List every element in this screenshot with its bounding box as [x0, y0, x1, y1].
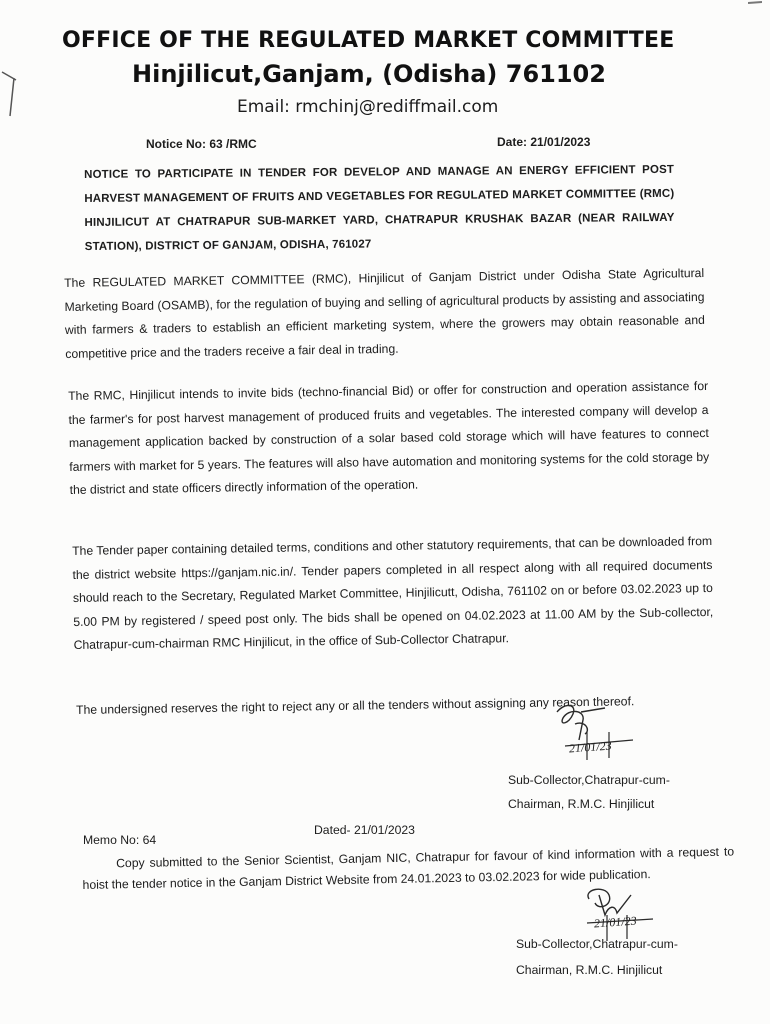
- signature-1-date: 21/01/23: [568, 738, 613, 756]
- office-title: OFFICE OF THE REGULATED MARKET COMMITTEE: [62, 28, 675, 53]
- body-paragraph-3: The Tender paper containing detailed terms, conditions and other statutory requirements, that can be downloaded from the district website https://ganjam.nic.in/. Tender papers completed in all respect along with all required documents should reach to the Secretary, Regulated Market Committee, Hinjilicutt, Odisha, 761102 on or before 03.02.2023 up to 5.00 PM by registered / speed post only. The bids shall be opened on 04.02.2023 at 11.00 AM by the Sub-collector, Chatrapur-cum-chairman RMC Hinjilicut, in the office of Sub-Collector Chatrapur.: [72, 533, 714, 652]
- signer-2-block: [516, 931, 678, 983]
- body-paragraph-2: The RMC, Hinjilicut intends to invite bids (techno-financial Bid) or offer for construction and operation assistance for the farmer's for post harvest management of produced fruits and vegetables. The interested company will develop a management application backed by construction of a solar based cold storage which will have features to connect farmers with market for 5 years. The features will also have automation and monitoring systems for the cold storage by the district and state officers directly information of the operation.: [68, 378, 710, 497]
- notice-subject: NOTICE TO PARTICIPATE IN TENDER FOR DEVELOP AND MANAGE AN ENERGY EFFICIENT POST HARVEST MANAGEMENT OF FRUITS AND VEGETABLES FOR REGULATED MARKET COMMITTEE (RMC) HINJILICUT AT CHATRAPUR SUB-MARKET YARD, CHATRAPUR KRUSHAK BAZAR (NEAR RAILWAY STATION), DISTRICT OF GANJAM, ODISHA, 761027: [84, 163, 675, 253]
- scan-corner-mark: [748, 0, 762, 6]
- closing-statement: The undersigned reserves the right to reject any or all the tenders without assigning any reason thereof.: [76, 694, 635, 717]
- signer-2-line-1: Sub-Collector,Chatrapur-cum-: [516, 937, 678, 951]
- signer-1-line-2: Chairman, R.M.C. Hinjilicut: [508, 797, 655, 811]
- notice-date: Date: 21/01/2023: [497, 135, 591, 149]
- signer-1-line-1: Sub-Collector,Chatrapur-cum-: [508, 773, 670, 787]
- memo-number: Memo No: 64: [83, 833, 157, 847]
- signature-1-mark: [545, 700, 655, 770]
- notice-number: Notice No: 63 /RMC: [146, 137, 257, 151]
- memo-copy-text: Copy submitted to the Senior Scientist, Ganjam NIC, Chatrapur for favour of kind information with a request to hoist the tender notice in the Ganjam District Website from 24.01.2023 to 03.02.2023 for wide publication.: [82, 844, 735, 892]
- body-paragraph-1: The REGULATED MARKET COMMITTEE (RMC), Hinjilicut of Ganjam District under Odisha State Agricultural Marketing Board (OSAMB), for the regulation of buying and selling of agricultural products by assisting and associating with farmers & traders to establish an efficient marketing system, where the growers may obtain reasonable and competitive price and the traders receive a fair deal in trading.: [64, 265, 705, 361]
- signer-1-block: [508, 768, 670, 816]
- signature-2-date: 21/01/23: [593, 913, 638, 931]
- scan-edge-mark: [0, 70, 20, 120]
- office-location: Hinjilicut,Ganjam, (Odisha) 761102: [132, 60, 606, 88]
- signer-2-line-2: Chairman, R.M.C. Hinjilicut: [516, 963, 663, 977]
- memo-date: Dated- 21/01/2023: [314, 823, 415, 837]
- office-email: Email: rmchinj@rediffmail.com: [237, 97, 499, 117]
